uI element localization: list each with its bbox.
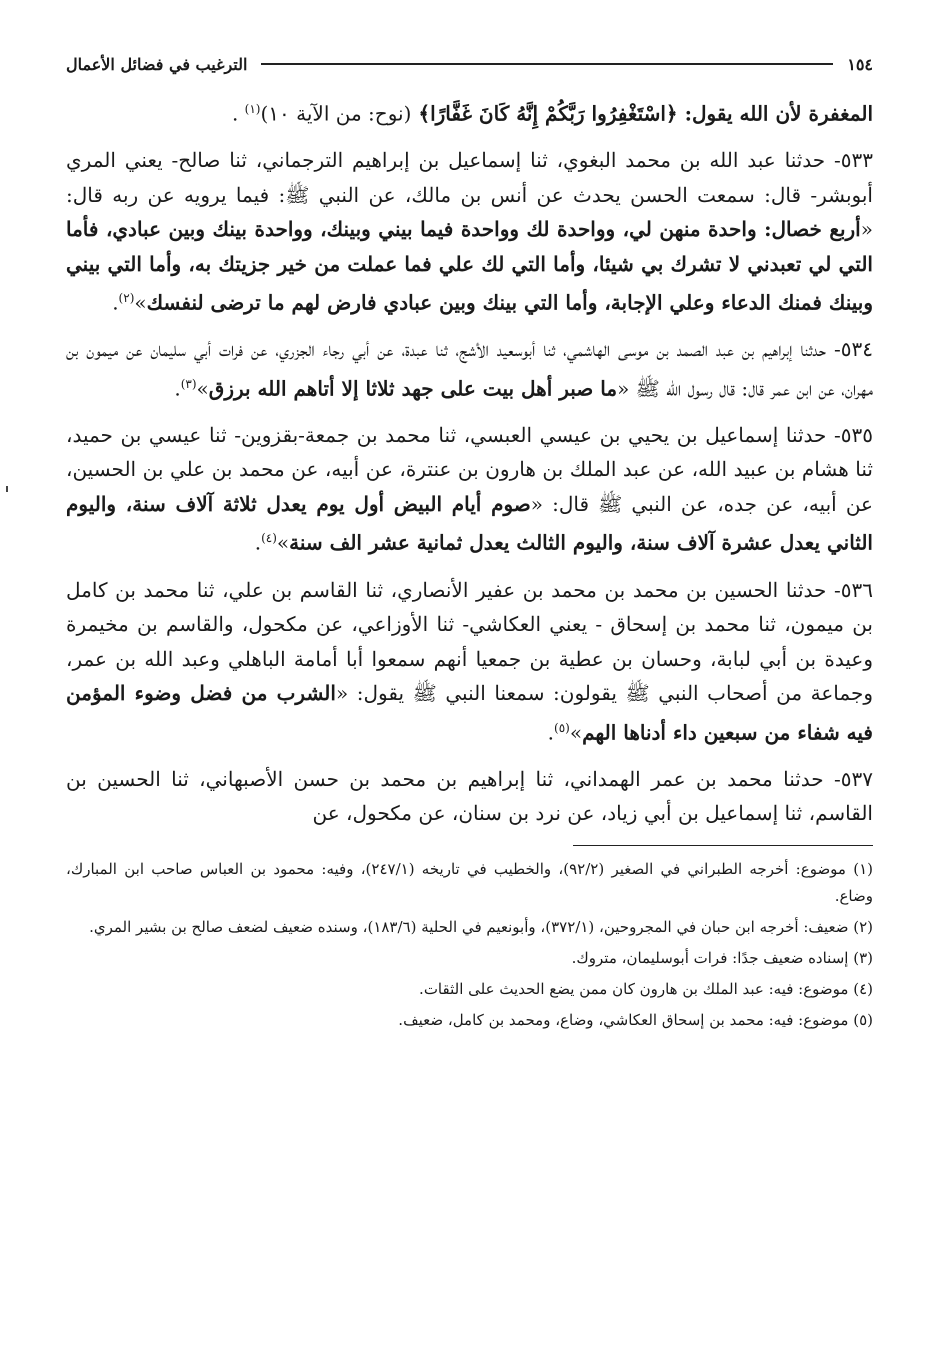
page-number: ١٥٤ xyxy=(847,54,873,74)
footnote-ref: (٣) xyxy=(180,376,197,391)
isnad-text: ٥٣٦- حدثنا الحسين بن محمد بن محمد بن عفير الأنصاري، ثنا القاسم بن علي، ثنا محمد بن كامل بن ميمون، ثنا محمد بن إسحاق - يعني العكاشي- ثنا الأوزاعي، عن مكحول، والقاسم بن مخيمرة وعيدة بن أبي لبابة، وحسان بن عطية بن جمعيا أنهم سمعوا أبا أمامة الباهلي وعبد الله بن عمر، وجماعة من أصحاب النبي ﷺ يقولون: سمعنا النبي ﷺ يقول: « xyxy=(66,577,873,706)
isnad-text: ٥٣٥- حدثنا إسماعيل بن يحيي بن عيسي العبسي، ثنا محمد بن جمعة-بقزوين- ثنا عيسي بن حميد، ثنا هشام بن عبيد الله، عن عبد الملك بن هارون بن عنترة، عن أبيه، عن محمد بن علي بن الحسين، عن أبيه، عن جده، عن النبي ﷺ قال: « xyxy=(66,422,873,516)
running-title: الترغيب في فضائل الأعمال xyxy=(66,54,248,74)
footnote: (١) موضوع: أخرجه الطبراني في الصغير (٩٢/٢)، والخطيب في تاريخه (٢٤٧/١)، وفيه: محمود بن العباس صاحب ابن المبارك، وضاع. xyxy=(66,859,873,905)
hadith-matn: أربع خصال: واحدة منهن لي، وواحدة لك وواحدة فيما بيني وبينك، وواحدة بينك وبين عبادي، فأما التي لي تعبدني لا تشرك بي شيئا، وأما التي لك علي فما عملت من خير جزيتك به، وأما التي بيني وبينك فمنك الدعاء وعلي الإجابة، وأما التي بينك وبين عبادي فارض لهم ما ترضى لنفسك xyxy=(66,217,873,315)
hadith-paragraph xyxy=(66,762,873,831)
hadith-paragraph xyxy=(66,418,873,561)
footnote: (٤) موضوع: فيه: عبد الملك بن هارون كان ممن يضع الحديث على الثقات. xyxy=(419,979,873,998)
footnote: (٢) ضعيف: أخرجه ابن حبان في المجروحين، (٣٧٢/١)، وأبونعيم في الحلية (١٨٣/٦)، وسنده ضعيف لضعف صالح بن بشير المري. xyxy=(89,917,873,936)
isnad-text: ٥٣٣- حدثنا عبد الله بن محمد البغوي، ثنا إسماعيل بن إبراهيم الترجماني، ثنا صالح- يعني المري أبوبشر- قال: سمعت الحسن يحدث عن أنس بن مالك، عن النبي ﷺ: فيما يرويه عن ربه قال: « xyxy=(66,148,873,242)
footnote-ref: (٤) xyxy=(261,531,277,546)
page-header xyxy=(66,48,873,80)
isnad-text: » xyxy=(276,531,290,556)
isnad-text: » xyxy=(196,376,209,401)
footnote-ref: (٢) xyxy=(118,291,135,306)
margin-mark xyxy=(6,486,8,492)
hadith-matn: ما صبر أهل بيت على جهد ثلاثا إلا أتاهم الله برزق xyxy=(208,376,618,401)
hadith-paragraph xyxy=(66,92,873,131)
footnote: (٣) إسناده ضعيف جدًا: فرات أبوسليمان، متروك. xyxy=(571,948,873,967)
isnad-text: . xyxy=(231,101,245,126)
hadith-matn: المغفرة لأن الله يقول: ﴿اسْتَغْفِرُوا رَبَّكُمْ إِنَّهُ كَانَ غَفَّارًا﴾ xyxy=(411,101,873,126)
hadith-matn: صوم أيام البيض أول يوم يعدل ثلاثة آلاف سنة، واليوم الثاني يعدل عشرة آلاف سنة، واليوم الثالث يعدل ثمانية عشر الف سنة xyxy=(66,491,873,556)
isnad-text: » xyxy=(569,720,583,745)
footnote-separator xyxy=(573,845,873,846)
hadith-matn: الشرب من فضل وضوء المؤمن فيه شفاء من سبعين داء أدناها الهم xyxy=(66,681,873,745)
footnotes xyxy=(66,856,873,1034)
footnote: (٥) موضوع: فيه: محمد بن إسحاق العكاشي، وضاع، ومحمد بن كامل، ضعيف. xyxy=(398,1010,873,1029)
header-rule xyxy=(261,63,833,65)
isnad-text: . xyxy=(174,376,181,401)
hadith-paragraph xyxy=(66,332,873,406)
isnad-text: ٥٣٧- حدثنا محمد بن عمر الهمداني، ثنا إبراهيم بن محمد بن حسن الأصبهاني، ثنا الحسين بن القاسم، ثنا إسماعيل بن أبي زياد، عن نرد بن سنان، عن مكحول، عن xyxy=(66,766,873,826)
footnote-ref: (١) xyxy=(244,102,261,116)
isnad-text: . xyxy=(547,720,554,745)
isnad-text: (نوح: من الآية ١٠) xyxy=(260,101,412,126)
hadith-paragraph xyxy=(66,573,873,750)
isnad-text: » xyxy=(134,290,147,315)
isnad-text: . xyxy=(254,531,262,556)
footnote-ref: (٥) xyxy=(554,720,570,735)
main-text xyxy=(66,92,873,831)
hadith-paragraph xyxy=(66,143,873,320)
isnad-text: ٥٣٤- حدثنا إبراهيم بن عبد الصمد بن موسى الهاشمي، ثنا أبوسعيد الأشج، ثنا عبدة، عن أبي رجاء الجزري، عن فرات أبي سليمان عن ميمون بن مهران، عن ابن عمر قال: قال رسول الله ﷺ « xyxy=(66,337,873,401)
isnad-text: . xyxy=(112,290,119,315)
